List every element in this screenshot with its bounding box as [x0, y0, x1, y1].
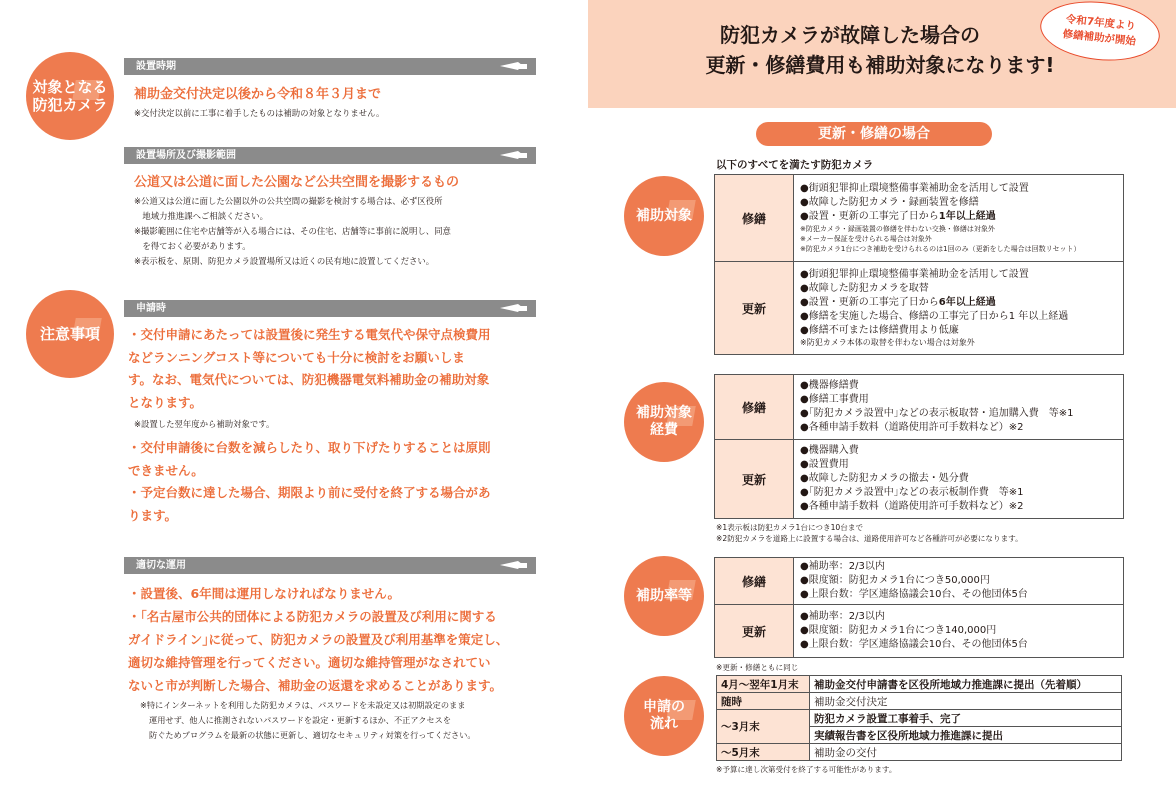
table-row — [717, 744, 1122, 761]
flow-period: 随時 — [717, 693, 810, 710]
table-row — [715, 440, 1124, 519]
table-row — [715, 175, 1124, 262]
flow-table — [716, 675, 1122, 761]
rate-circle: 補助率等 — [624, 556, 704, 636]
row-label: 修繕 — [715, 558, 794, 605]
install-place-notes: ※公道又は公道に面した公園以外の公共空間の撮影を検討する場合は、必ず区役所 地域力推進課へご相談ください。 ※撮影範囲に住宅や店舗等が入る場合には、その住宅、店舗等に事前に説明し、同意 を得ておく必要があります。 ※表示板を、原則、防犯カメラ設置場所又は近くの民有地に設置してください。 — [134, 196, 451, 266]
table-row — [715, 375, 1124, 440]
row-label: 修繕 — [715, 175, 794, 262]
table-row — [717, 693, 1122, 710]
target-table — [714, 174, 1124, 355]
intro-text: 以下のすべてを満たす防犯カメラ — [716, 159, 874, 171]
flow-step: 実績報告書を区役所地域力推進課に提出 — [810, 727, 1122, 744]
camera-icon — [498, 61, 528, 72]
flow-step: 補助金の交付 — [810, 744, 1122, 761]
application-paragraph-2: ・交付申請後に台数を減らしたり、取り下げたりすることは原則 できません。 ・予定台数に達した場合、期限より前に受付を終了する場合があ ります。 — [128, 440, 491, 523]
row-label: 更新 — [715, 262, 794, 355]
section-bar-application: 申請時 — [124, 300, 536, 317]
install-place-text: 公道又は公道に面した公園など公共空間を撮影するもの — [134, 175, 460, 190]
flow-circle: 申請の 流れ — [624, 676, 704, 756]
target-camera-circle — [26, 52, 114, 140]
operation-text: ・設置後、6年間は運用しなければなりません。 ・｢名古屋市公共的団体による防犯カメラの設置及び利用に関する ガイドライン｣に従って、防犯カメラの設置及び利用基準を策定し、 適切な維持管理を行ってください。適切な維持管理がなされてい ないと市が判断した場合、補助金の返還を求めることがあります。 — [128, 586, 509, 693]
section-bar-install-period: 設置時期 — [124, 58, 536, 75]
row-content: ●補助率：2/3以内 ●限度額：防犯カメラ1台につき50,000円 ●上限台数：学区連絡協議会10台、その他団体5台 — [794, 558, 1124, 605]
row-label: 修繕 — [715, 375, 794, 440]
cost-circle: 補助対象 経費 — [624, 382, 704, 462]
circle-line-2: 防犯カメラ — [32, 96, 108, 114]
camera-icon — [498, 560, 528, 571]
flow-period: 4月～翌年1月末 — [717, 676, 810, 693]
row-content: ●街頭犯罪抑止環境整備事業補助金を活用して設置 ●故障した防犯カメラ・録画装置を修繕 ●設置・更新の工事完了日から1年以上経過 ※防犯カメラ・録画装置の修繕を伴わない交換・修繕は対象外 ※メーカー保証を受けられる場合は対象外 ※防犯カメラ1台につき補助を受けられるのは1回のみ（更新をした場合は回数リセット） — [794, 175, 1124, 262]
rate-table — [714, 557, 1124, 658]
section-bar-install-place: 設置場所及び撮影範囲 — [124, 147, 536, 164]
section-bar-operation: 適切な運用 — [124, 557, 536, 574]
flow-step: 補助金交付申請書を区役所地域力推進課に提出（先着順） — [810, 676, 1122, 693]
flow-note-bottom: ※予算に達し次第受付を終了する可能性があります。 — [716, 765, 897, 774]
camera-icon — [498, 303, 528, 314]
cautions-circle: 注意事項 — [26, 290, 114, 378]
table-row — [715, 558, 1124, 605]
table-row — [715, 262, 1124, 355]
target-circle: 補助対象 — [624, 176, 704, 256]
cost-notes: ※1表示板は防犯カメラ1台につき10台まで ※2防犯カメラを道路上に設置する場合は、道路使用許可など各種許可が必要になります。 — [716, 523, 1023, 543]
section-pill: 更新・修繕の場合 — [756, 122, 992, 146]
circle-line-1: 対象となる — [32, 78, 108, 96]
headline: 防犯カメラが故障した場合の 更新・修繕費用も補助対象になります! — [705, 23, 1055, 77]
row-content: ●補助率：2/3以内 ●限度額：防犯カメラ1台につき140,000円 ●上限台数：学区連絡協議会10台、その他団体5台 — [794, 605, 1124, 658]
flow-period: ～5月末 — [717, 744, 810, 761]
row-content: ●街頭犯罪抑止環境整備事業補助金を活用して設置 ●故障した防犯カメラを取替 ●設置・更新の工事完了日から6年以上経過 ●修繕を実施した場合、修繕の工事完了日から1 年以上経過 ●修繕不可または修繕費用より低廉 ※防犯カメラ本体の取替を伴わない場合は対象外 — [794, 262, 1124, 355]
flow-step: 防犯カメラ設置工事着手、完了 — [810, 710, 1122, 727]
row-label: 更新 — [715, 440, 794, 519]
row-content: ●機器修繕費 ●修繕工事費用 ●｢防犯カメラ設置中｣などの表示板取替・追加購入費 等※1 ●各種申請手数料（道路使用許可手数料など）※2 — [794, 375, 1124, 440]
flow-step: 補助金交付決定 — [810, 693, 1122, 710]
cost-table — [714, 374, 1124, 519]
table-row — [717, 710, 1122, 727]
table-row — [715, 605, 1124, 658]
operation-notes: ※特にインターネットを利用した防犯カメラは、パスワードを未設定又は初期設定のまま 運用せず、他人に推測されないパスワードを設定・更新するほか、不正アクセスを 防ぐためプログラムを最新の状態に更新し、適切なセキュリティ対策を行ってください。 — [140, 700, 476, 740]
row-content: ●機器購入費 ●設置費用 ●故障した防犯カメラの撤去・処分費 ●｢防犯カメラ設置中｣などの表示板制作費 等※1 ●各種申請手数料（道路使用許可手数料など）※2 — [794, 440, 1124, 519]
new-badge: 令和7年度より 修繕補助が開始 — [1037, 0, 1162, 66]
camera-icon — [498, 150, 528, 161]
table-row — [717, 676, 1122, 693]
application-paragraph-1: ・交付申請にあたっては設置後に発生する電気代や保守点検費用 などランニングコスト等についても十分に検討をお願いしま す。なお、電気代については、防犯機器電気料補助金の補助対象 となります。 — [128, 327, 491, 410]
application-note: ※設置した翌年度から補助対象です。 — [134, 419, 275, 429]
row-label: 更新 — [715, 605, 794, 658]
flow-period: ～3月末 — [717, 710, 810, 744]
install-period-note: ※交付決定以前に工事に着手したものは補助の対象となりません。 — [134, 108, 385, 118]
install-period-text: 補助金交付決定以後から令和８年３月まで — [134, 87, 382, 102]
flow-note-top: ※更新・修繕ともに同じ — [716, 663, 799, 672]
